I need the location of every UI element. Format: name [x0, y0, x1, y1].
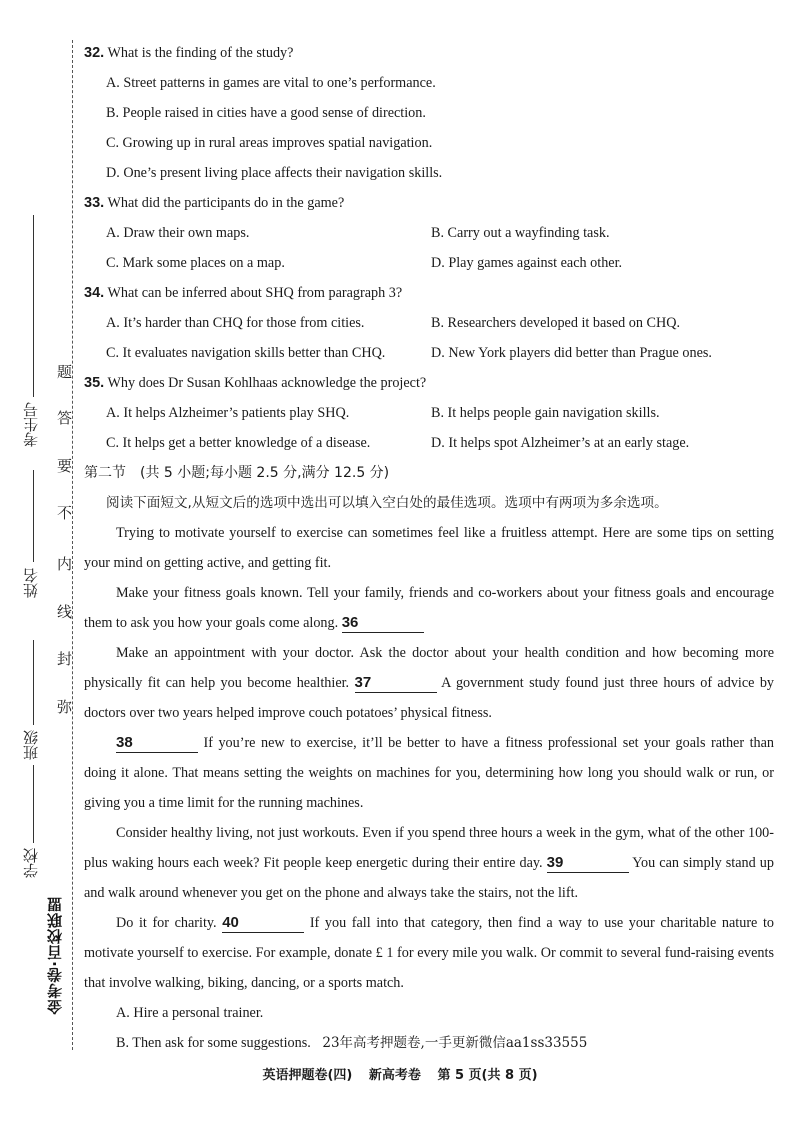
seal-dashed-line — [72, 40, 73, 1050]
seal-char-4: 不 — [55, 505, 73, 520]
exam-content — [84, 38, 774, 1058]
seal-char-6: 线 — [55, 604, 73, 619]
option-c: C. It evaluates navigation skills better than CHQ. — [106, 345, 386, 361]
question-35 — [84, 368, 774, 458]
option-b: B. Researchers developed it based on CHQ. — [431, 315, 681, 331]
blank-38[interactable]: 38 — [116, 734, 198, 753]
exam-number-line — [33, 215, 34, 397]
seal-char-8: 弥 — [55, 699, 73, 714]
option-a: A. Draw their own maps. — [106, 225, 250, 241]
footer-title: 英语押题卷(四) — [262, 1068, 353, 1083]
option-a: A. It helps Alzheimer’s patients play SHQ. — [106, 405, 350, 421]
class-line — [33, 640, 34, 725]
option-b: B. Carry out a wayfinding task. — [431, 225, 610, 241]
choice-a: A. Hire a personal trainer. — [116, 1005, 264, 1021]
passage-paragraph-6: Do it for charity. 40 If you fall into that category, then find a way to use your charitable nature to motivate yourself to exercise. For example, donate £ 1 for every mile you walk. Or commit to several fund-raising events that involve walking, biking, dancing, or a sports match. — [84, 914, 774, 991]
class-label: 班级 — [22, 730, 40, 760]
seal-char-2: 答 — [55, 410, 73, 425]
option-a: A. It’s harder than CHQ for those from cities. — [106, 315, 365, 331]
question-34 — [84, 278, 774, 368]
option-b: B. People raised in cities have a good sense of direction. — [106, 105, 426, 121]
blank-40[interactable]: 40 — [222, 914, 304, 933]
binding-margin — [0, 0, 80, 1131]
question-number: 32. — [84, 45, 105, 61]
option-c: C. It helps get a better knowledge of a disease. — [106, 435, 371, 451]
option-d: D. It helps spot Alzheimer’s at an early stage. — [431, 435, 690, 451]
question-number: 34. — [84, 285, 105, 301]
footer-page: 第 5 页(共 8 页) — [437, 1068, 538, 1083]
question-stem: What is the finding of the study? — [107, 45, 294, 61]
option-d: D. New York players did better than Prague ones. — [431, 345, 712, 361]
question-number: 35. — [84, 375, 105, 391]
question-33 — [84, 188, 774, 278]
seal-char-1: 题 — [55, 364, 73, 379]
passage-paragraph-4: 38 If you’re new to exercise, it’ll be better to have a fitness professional set your goals rather than doing it alone. That means setting the weights on machines for you, determining how long you should walk or run, or giving you a time limit for the running machines. — [84, 734, 775, 811]
section-instruction: 阅读下面短文,从短文后的选项中选出可以填入空白处的最佳选项。选项中有两项为多余选项。 — [106, 495, 668, 511]
question-number: 33. — [84, 195, 105, 211]
name-label: 姓名 — [22, 568, 40, 598]
seal-char-5: 内 — [55, 556, 73, 571]
exam-number-label: 考生号 — [22, 402, 40, 447]
blank-39[interactable]: 39 — [547, 854, 629, 873]
question-stem: Why does Dr Susan Kohlhaas acknowledge the project? — [107, 375, 427, 391]
passage-paragraph-1: Trying to motivate yourself to exercise can sometimes feel like a fruitless attempt. Here are some tips on setting your mind on getting active, and getting fit. — [84, 525, 774, 571]
school-label: 学校 — [22, 848, 40, 878]
watermark-text: 23年高考押题卷,一手更新微信aa1ss33555 — [322, 1035, 588, 1051]
seal-char-7: 封 — [55, 651, 73, 666]
option-d: D. Play games against each other. — [431, 255, 623, 271]
option-c: C. Growing up in rural areas improves spatial navigation. — [106, 135, 433, 151]
choice-b: B. Then ask for some suggestions. 23年高考押题卷,一手更新微信aa1ss33555 — [116, 1035, 588, 1051]
passage-paragraph-2: Make your fitness goals known. Tell your family, friends and co-workers about your fitness goals and encourage them to ask you how your goals come along. 36 — [84, 585, 774, 631]
passage-paragraph-5: Consider healthy living, not just workouts. Even if you spend three hours a week in the gym, what of the other 100-plus waking hours each week? Fit people keep energetic during their entire day. 39 You can simply stand up and walk around whenever you get on the phone and always take the stairs, not the lift. — [84, 825, 774, 901]
option-b: B. It helps people gain navigation skills. — [431, 405, 660, 421]
question-stem: What can be inferred about SHQ from paragraph 3? — [107, 285, 403, 301]
footer-type: 新高考卷 — [368, 1068, 421, 1083]
brand-label: 金考卷·百校联盟 — [46, 896, 64, 1015]
blank-36[interactable]: 36 — [342, 614, 424, 633]
page-footer — [0, 1064, 800, 1083]
name-line — [33, 470, 34, 562]
school-line — [33, 765, 34, 843]
section-heading: 第二节 (共 5 小题;每小题 2.5 分,满分 12.5 分) — [84, 465, 390, 481]
passage-paragraph-3: Make an appointment with your doctor. Ask the doctor about your health condition and how becoming more physically fit can help you become healthier. 37 A government study found just three hours of advice by doctors over two years helped improve couch potatoes’ physical fitness. — [84, 645, 775, 721]
question-32 — [84, 38, 774, 188]
seal-char-3: 要 — [55, 458, 73, 473]
blank-37[interactable]: 37 — [355, 674, 437, 693]
question-stem: What did the participants do in the game? — [107, 195, 345, 211]
option-a: A. Street patterns in games are vital to one’s performance. — [106, 75, 436, 91]
option-c: C. Mark some places on a map. — [106, 255, 285, 271]
option-d: D. One’s present living place affects their navigation skills. — [106, 165, 443, 181]
